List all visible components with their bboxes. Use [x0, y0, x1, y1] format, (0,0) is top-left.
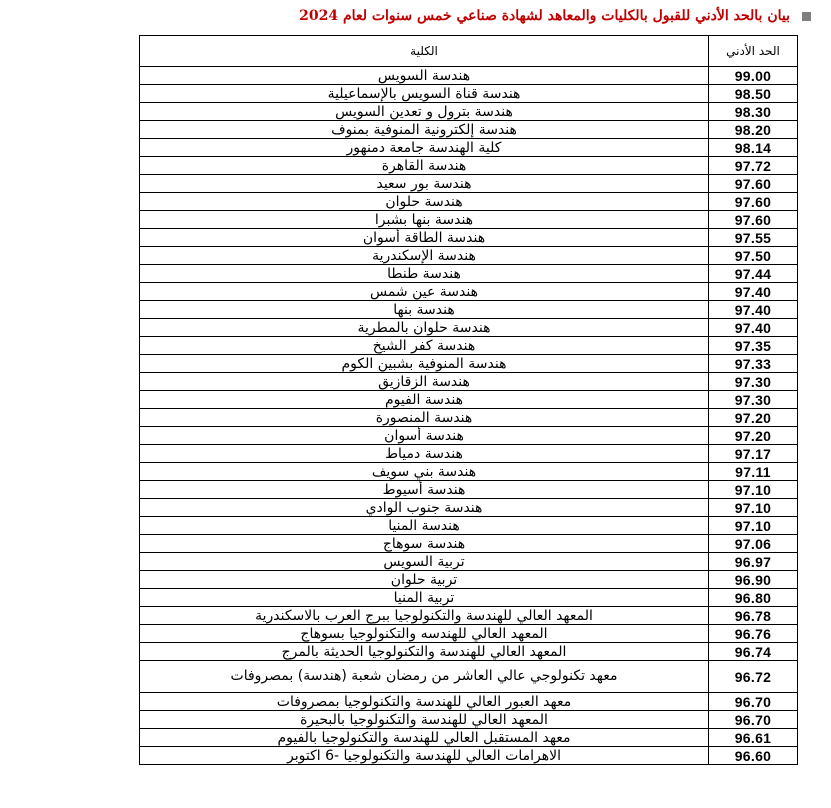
- min-score-cell: 97.33: [709, 355, 798, 373]
- faculty-cell: هندسة بنها بشبرا: [140, 211, 709, 229]
- faculty-cell: هندسة القاهرة: [140, 157, 709, 175]
- faculty-cell: هندسة حلوان بالمطرية: [140, 319, 709, 337]
- page-title: بيان بالحد الأدني للقبول بالكليات والمعاهد لشهادة صناعي خمس سنوات لعام 2024: [299, 8, 790, 24]
- table-row: [140, 747, 798, 765]
- table-row: [140, 211, 798, 229]
- faculty-cell: تربية السويس: [140, 553, 709, 571]
- min-score-cell: 97.11: [709, 463, 798, 481]
- min-score-cell: 96.70: [709, 711, 798, 729]
- faculty-cell: تربية حلوان: [140, 571, 709, 589]
- faculty-cell: هندسة جنوب الوادي: [140, 499, 709, 517]
- min-score-cell: 96.90: [709, 571, 798, 589]
- faculty-cell: هندسة كفر الشيخ: [140, 337, 709, 355]
- faculty-cell: هندسة المنيا: [140, 517, 709, 535]
- table-row: [140, 175, 798, 193]
- min-score-cell: 97.60: [709, 193, 798, 211]
- faculty-cell: هندسة الفيوم: [140, 391, 709, 409]
- table-row: [140, 625, 798, 643]
- min-score-cell: 96.80: [709, 589, 798, 607]
- min-score-cell: 97.72: [709, 157, 798, 175]
- min-score-cell: 96.97: [709, 553, 798, 571]
- table-row: [140, 301, 798, 319]
- table-row: [140, 139, 798, 157]
- table-row: [140, 463, 798, 481]
- faculty-cell: المعهد العالي للهندسه والتكنولوجيا بسوهاج: [140, 625, 709, 643]
- min-score-cell: 97.17: [709, 445, 798, 463]
- table-row: [140, 121, 798, 139]
- table-row: [140, 571, 798, 589]
- min-score-cell: 96.78: [709, 607, 798, 625]
- table-row: [140, 643, 798, 661]
- min-score-cell: 98.14: [709, 139, 798, 157]
- table-row: [140, 337, 798, 355]
- table-row: [140, 711, 798, 729]
- min-score-cell: 97.20: [709, 427, 798, 445]
- table-row: [140, 193, 798, 211]
- min-score-cell: 97.55: [709, 229, 798, 247]
- min-score-cell: 98.50: [709, 85, 798, 103]
- min-score-cell: 96.60: [709, 747, 798, 765]
- title-line: [299, 4, 811, 28]
- min-score-cell: 97.30: [709, 373, 798, 391]
- table-row: [140, 85, 798, 103]
- min-score-cell: 97.40: [709, 319, 798, 337]
- faculty-cell: هندسة طنطا: [140, 265, 709, 283]
- faculty-cell: هندسة المنصورة: [140, 409, 709, 427]
- table-row: [140, 391, 798, 409]
- table-row: [140, 535, 798, 553]
- table-row: [140, 373, 798, 391]
- table-row: [140, 355, 798, 373]
- faculty-cell: تربية المنيا: [140, 589, 709, 607]
- faculty-cell: هندسة السويس: [140, 67, 709, 85]
- min-score-cell: 96.61: [709, 729, 798, 747]
- min-score-cell: 99.00: [709, 67, 798, 85]
- table-row: [140, 445, 798, 463]
- min-score-cell: 97.50: [709, 247, 798, 265]
- faculty-cell: معهد المستقبل العالي للهندسة والتكنولوجيا بالفيوم: [140, 729, 709, 747]
- faculty-cell: معهد تكنولوجي عالي العاشر من رمضان شعبة (هندسة) بمصروفات: [140, 661, 709, 693]
- table-row: [140, 517, 798, 535]
- faculty-cell: هندسة سوهاج: [140, 535, 709, 553]
- faculty-cell: هندسة حلوان: [140, 193, 709, 211]
- table-header-row: [140, 36, 798, 67]
- min-score-cell: 98.30: [709, 103, 798, 121]
- min-score-cell: 97.60: [709, 211, 798, 229]
- min-score-cell: 97.10: [709, 499, 798, 517]
- faculty-cell: المعهد العالي للهندسة والتكنولوجيا ببرج العرب بالاسكندرية: [140, 607, 709, 625]
- table-body: [140, 67, 798, 765]
- faculty-cell: المعهد العالي للهندسة والتكنولوجيا بالبحيرة: [140, 711, 709, 729]
- faculty-cell: هندسة بترول و تعدين السويس: [140, 103, 709, 121]
- min-score-cell: 97.20: [709, 409, 798, 427]
- min-score-cell: 97.35: [709, 337, 798, 355]
- table-row: [140, 499, 798, 517]
- faculty-cell: هندسة إلكترونية المنوفية بمنوف: [140, 121, 709, 139]
- faculty-cell: المعهد العالي للهندسة والتكنولوجيا الحديثة بالمرج: [140, 643, 709, 661]
- table-row: [140, 319, 798, 337]
- table-row: [140, 409, 798, 427]
- min-score-cell: 96.74: [709, 643, 798, 661]
- faculty-cell: هندسة بور سعيد: [140, 175, 709, 193]
- header-min-score: الحد الأدني: [709, 36, 798, 67]
- faculty-cell: هندسة بني سويف: [140, 463, 709, 481]
- faculty-cell: كلية الهندسة جامعة دمنهور: [140, 139, 709, 157]
- min-score-cell: 96.76: [709, 625, 798, 643]
- header-faculty: الكلية: [140, 36, 709, 67]
- faculty-cell: هندسة أسوان: [140, 427, 709, 445]
- bullet-square-icon: [802, 12, 811, 21]
- table-row: [140, 481, 798, 499]
- table-row: [140, 729, 798, 747]
- faculty-cell: معهد العبور العالي للهندسة والتكنولوجيا بمصروفات: [140, 693, 709, 711]
- faculty-cell: هندسة المنوفية بشبين الكوم: [140, 355, 709, 373]
- min-score-cell: 97.10: [709, 481, 798, 499]
- min-score-cell: 97.06: [709, 535, 798, 553]
- faculty-cell: هندسة أسيوط: [140, 481, 709, 499]
- table-row: [140, 427, 798, 445]
- min-score-cell: 97.10: [709, 517, 798, 535]
- table-row: [140, 661, 798, 693]
- faculty-cell: هندسة بنها: [140, 301, 709, 319]
- admission-table: [139, 35, 798, 765]
- min-score-cell: 97.44: [709, 265, 798, 283]
- faculty-cell: هندسة الزقازيق: [140, 373, 709, 391]
- faculty-cell: هندسة قناة السويس بالإسماعيلية: [140, 85, 709, 103]
- table-row: [140, 283, 798, 301]
- faculty-cell: هندسة دمياط: [140, 445, 709, 463]
- min-score-cell: 97.40: [709, 301, 798, 319]
- faculty-cell: هندسة عين شمس: [140, 283, 709, 301]
- table-row: [140, 553, 798, 571]
- table-row: [140, 103, 798, 121]
- min-score-cell: 96.72: [709, 661, 798, 693]
- table-row: [140, 607, 798, 625]
- table-row: [140, 157, 798, 175]
- min-score-cell: 97.30: [709, 391, 798, 409]
- faculty-cell: الاهرامات العالي للهندسة والتكنولوجيا -6 اكتوبر: [140, 747, 709, 765]
- min-score-cell: 97.60: [709, 175, 798, 193]
- min-score-cell: 97.40: [709, 283, 798, 301]
- faculty-cell: هندسة الإسكندرية: [140, 247, 709, 265]
- table-row: [140, 693, 798, 711]
- faculty-cell: هندسة الطاقة أسوان: [140, 229, 709, 247]
- table-row: [140, 67, 798, 85]
- table-row: [140, 589, 798, 607]
- min-score-cell: 96.70: [709, 693, 798, 711]
- table-row: [140, 229, 798, 247]
- min-score-cell: 98.20: [709, 121, 798, 139]
- table-row: [140, 265, 798, 283]
- table-row: [140, 247, 798, 265]
